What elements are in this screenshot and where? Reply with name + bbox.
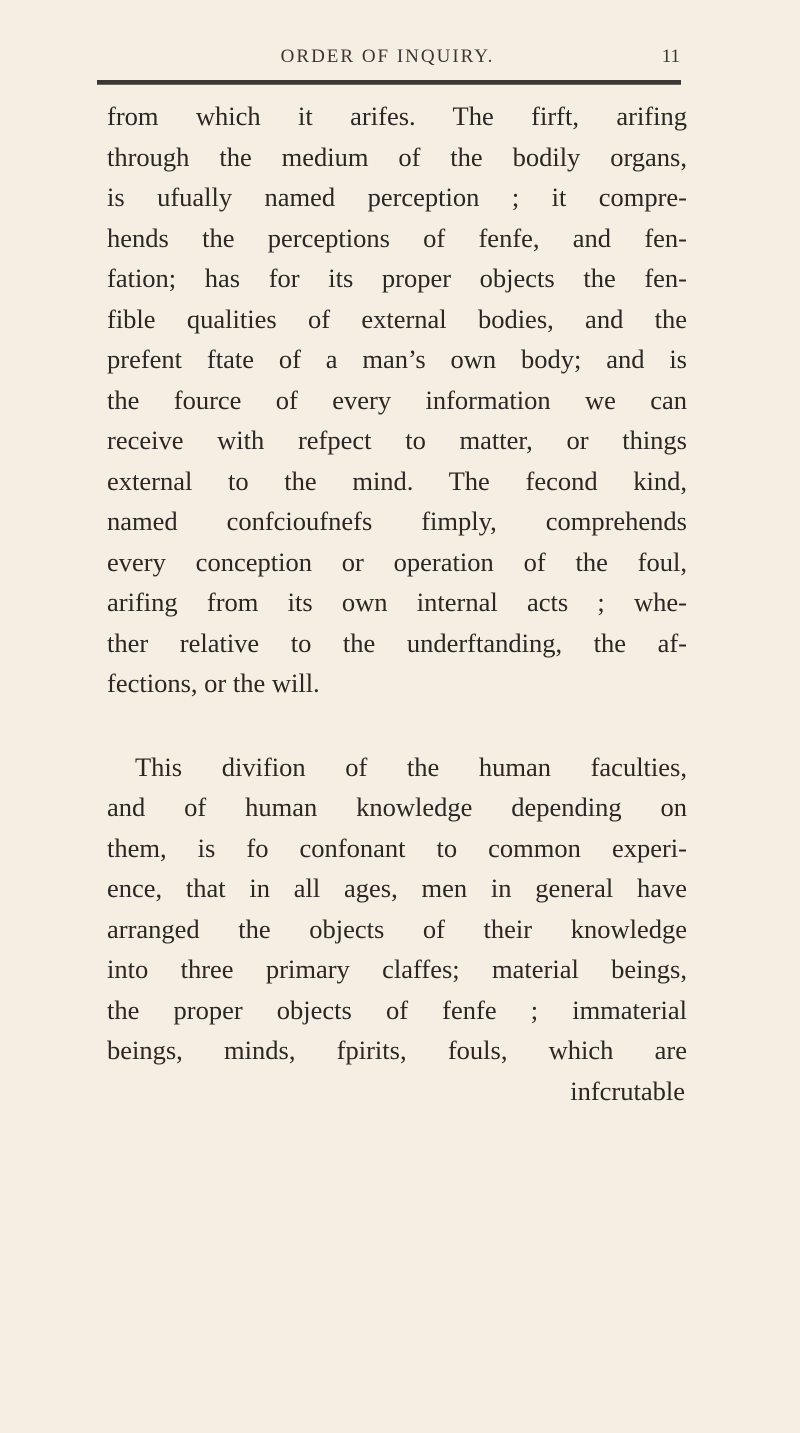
text-line: arranged the objects of their knowledge xyxy=(107,913,687,944)
text-line: This divifion of the human faculties, xyxy=(135,751,687,782)
text-line: ther relative to the underftanding, the af- xyxy=(107,627,687,658)
running-title: ORDER OF INQUIRY. xyxy=(280,46,495,67)
text-line: every conception or operation of the foul, xyxy=(107,546,687,577)
text-line: them, is fo confonant to common experi- xyxy=(107,832,687,863)
body-text xyxy=(107,96,687,1111)
text-line: hends the perceptions of fenfe, and fen- xyxy=(107,222,687,253)
paragraph-gap xyxy=(107,704,687,747)
header-rule xyxy=(97,80,681,85)
text-line: and of human knowledge depending on xyxy=(107,792,687,822)
text-line: prefent ftate of a man’s own body; and is xyxy=(107,344,687,374)
text-line: into three primary claffes; material beings, xyxy=(107,954,687,984)
text-line: ence, that in all ages, men in general have xyxy=(107,873,687,903)
text-line: from which it arifes. The firft, arifing xyxy=(107,101,687,131)
text-line: fation; has for its proper objects the fen- xyxy=(107,263,687,293)
catchword: infcrutable xyxy=(570,1075,685,1106)
page-number: 11 xyxy=(661,46,680,67)
text-line: receive with refpect to matter, or things xyxy=(107,425,687,455)
text-line: arifing from its own internal acts ; whe- xyxy=(107,587,687,617)
page-header xyxy=(95,40,680,80)
paragraph-2 xyxy=(107,747,687,1112)
text-line: named confcioufnefs fimply, comprehends xyxy=(107,506,687,536)
text-line: external to the mind. The fecond kind, xyxy=(107,465,687,496)
paragraph-1 xyxy=(107,96,687,704)
text-line: fections, or the will. xyxy=(107,668,320,698)
text-line: through the medium of the bodily organs, xyxy=(107,141,687,172)
text-line: beings, minds, fpirits, fouls, which are xyxy=(107,1035,687,1065)
text-line: fible qualities of external bodies, and the xyxy=(107,303,687,334)
text-line: the fource of every information we can xyxy=(107,384,687,415)
text-line: is ufually named perception ; it compre- xyxy=(107,182,687,212)
text-line: the proper objects of fenfe ; immaterial xyxy=(107,994,687,1025)
